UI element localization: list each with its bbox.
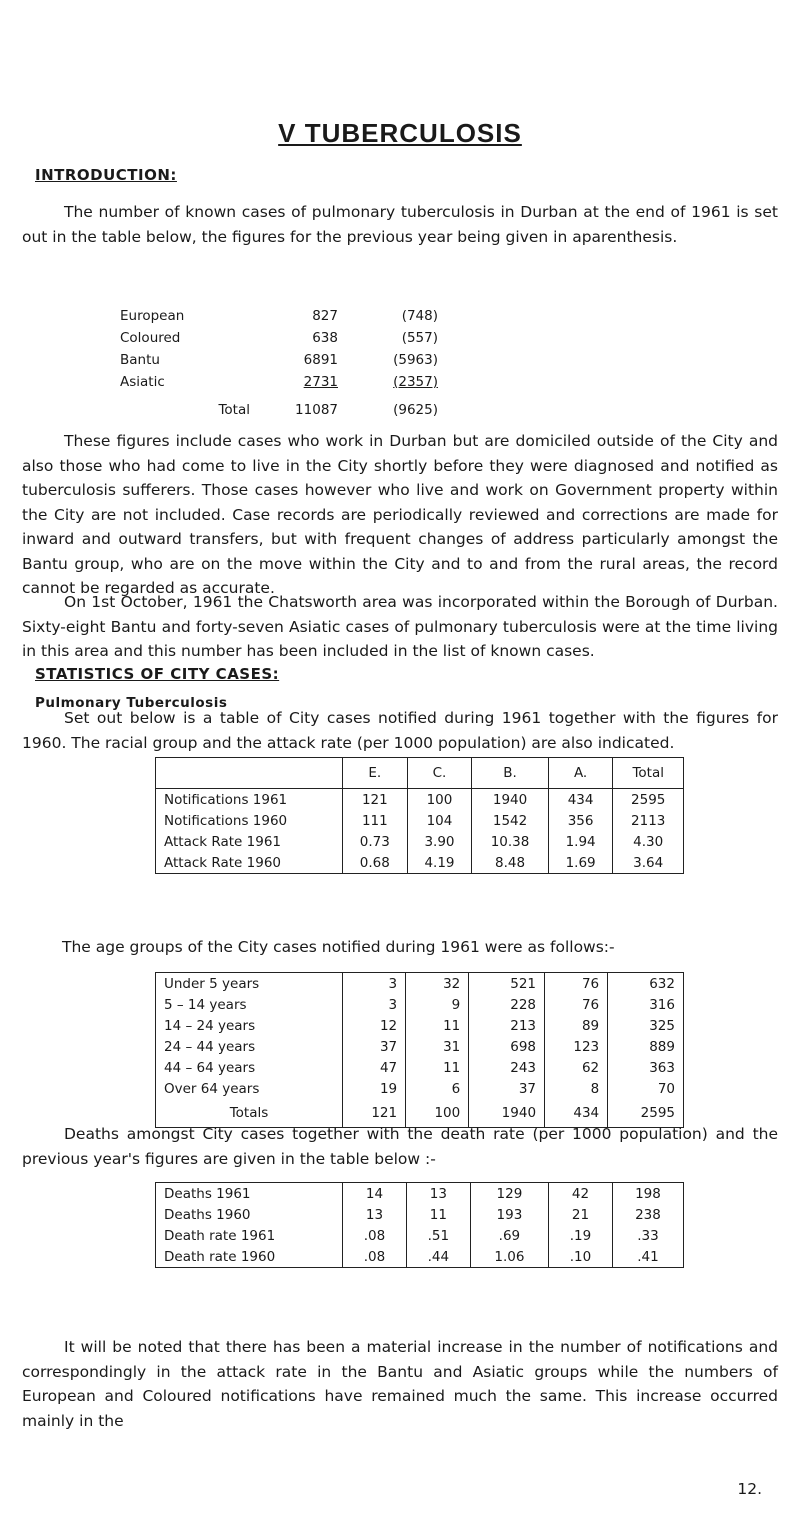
table-cell: 6 xyxy=(406,1078,469,1099)
table-cell: 193 xyxy=(470,1204,548,1225)
table-row xyxy=(120,371,438,393)
table-cell: 1.06 xyxy=(470,1246,548,1268)
table-cell: 100 xyxy=(406,1099,469,1128)
intro-paragraph-1: The number of known cases of pulmonary tuberculosis in Durban at the end of 1961 is set out in the table below, the figures for the previous year being given in aparenthesis. xyxy=(22,203,778,246)
statistics-heading: STATISTICS OF CITY CASES: xyxy=(35,665,280,683)
table-cell: 243 xyxy=(469,1057,545,1078)
table-row xyxy=(156,973,684,995)
table-cell: 11 xyxy=(406,1015,469,1036)
race-name: Bantu xyxy=(120,352,160,368)
column-header: A. xyxy=(548,758,613,789)
table-cell: 14 xyxy=(343,1183,407,1205)
table-cell: 889 xyxy=(649,1038,675,1055)
table-row xyxy=(156,1015,684,1036)
table-cell: 76 xyxy=(545,994,608,1015)
table-cell: .08 xyxy=(343,1225,407,1246)
table-cell: 70 xyxy=(657,1080,675,1097)
table-cell: 13 xyxy=(406,1183,470,1205)
table-row xyxy=(156,1204,684,1225)
table-cell: 3.64 xyxy=(633,854,664,871)
table-cell: 32 xyxy=(406,973,469,995)
table-cell: 89 xyxy=(545,1015,608,1036)
row-label: Attack Rate 1960 xyxy=(156,852,343,874)
table-cell: 2113 xyxy=(631,812,666,829)
table-cell: 3 xyxy=(343,973,406,995)
table-row xyxy=(156,810,684,831)
table-row xyxy=(120,349,438,371)
table-cell: 698 xyxy=(469,1036,545,1057)
table-cell: .19 xyxy=(549,1225,613,1246)
intro-paragraph-3: On 1st October, 1961 the Chatsworth area was incorporated within the Borough of Durban. Sixty-eight Bantu and forty-seven Asiatic cases of pulmonary tuberculosis were at the time living in this area and this number has been included in the list of known cases. xyxy=(22,593,778,660)
table-cell: .10 xyxy=(549,1246,613,1268)
table-cell: 434 xyxy=(545,1099,608,1128)
table-cell: 76 xyxy=(545,973,608,995)
table-cell: 11 xyxy=(406,1057,469,1078)
page-number: 12. xyxy=(737,1480,762,1498)
race-value: 827 xyxy=(312,308,338,324)
table-cell: 100 xyxy=(407,789,472,811)
table-cell: 356 xyxy=(548,810,613,831)
table-row xyxy=(156,1078,684,1099)
race-prev-value: (748) xyxy=(401,308,438,324)
table-cell: 37 xyxy=(469,1078,545,1099)
table-header-row xyxy=(156,758,684,789)
row-label: Death rate 1960 xyxy=(156,1246,343,1268)
table-cell: 19 xyxy=(343,1078,406,1099)
deaths-table xyxy=(155,1182,684,1268)
table-cell: 316 xyxy=(649,996,675,1013)
table-row xyxy=(156,1036,684,1057)
table-cell: 3.90 xyxy=(407,831,472,852)
table-cell: 198 xyxy=(635,1185,661,1202)
race-prev-value: (557) xyxy=(401,330,438,346)
race-value: 2731 xyxy=(303,374,338,390)
total-prev-value: (9625) xyxy=(393,402,438,418)
row-label: 24 – 44 years xyxy=(156,1036,343,1057)
row-label: Notifications 1960 xyxy=(156,810,343,831)
table-cell: 213 xyxy=(469,1015,545,1036)
race-value: 6891 xyxy=(303,352,338,368)
race-name: Coloured xyxy=(120,330,181,346)
table-cell: 31 xyxy=(406,1036,469,1057)
age-groups-table xyxy=(155,972,684,1128)
total-value: 11087 xyxy=(295,402,338,418)
table-row xyxy=(120,327,438,349)
table-cell: .69 xyxy=(470,1225,548,1246)
table-cell: 129 xyxy=(470,1183,548,1205)
table-cell: 62 xyxy=(545,1057,608,1078)
table-row xyxy=(120,305,438,327)
table-row xyxy=(156,1183,684,1205)
table-cell: 111 xyxy=(343,810,408,831)
row-label: 44 – 64 years xyxy=(156,1057,343,1078)
table-row xyxy=(156,852,684,874)
table-row xyxy=(156,1225,684,1246)
table-cell: .51 xyxy=(406,1225,470,1246)
total-label: Total xyxy=(218,402,250,418)
row-label: 14 – 24 years xyxy=(156,1015,343,1036)
table-cell: 228 xyxy=(469,994,545,1015)
table-cell: 0.73 xyxy=(343,831,408,852)
row-label: Attack Rate 1961 xyxy=(156,831,343,852)
table-cell: 12 xyxy=(343,1015,406,1036)
column-header: E. xyxy=(343,758,408,789)
table-cell: 363 xyxy=(649,1059,675,1076)
table-row xyxy=(156,1057,684,1078)
table-cell: 10.38 xyxy=(472,831,548,852)
table-cell: 4.30 xyxy=(633,833,664,850)
table-cell: 1940 xyxy=(472,789,548,811)
table-cell: 21 xyxy=(549,1204,613,1225)
closing-paragraph: It will be noted that there has been a material increase in the number of notifications and correspondingly in the attack rate in the Bantu and Asiatic groups while the numbers of European and Coloured notifications have remained much the same. This increase occurred mainly in the xyxy=(22,1338,778,1430)
page-title: V TUBERCULOSIS xyxy=(278,118,522,148)
row-label: Deaths 1961 xyxy=(156,1183,343,1205)
table-cell: .41 xyxy=(637,1248,659,1265)
table-cell: 121 xyxy=(343,789,408,811)
table-cell: 521 xyxy=(469,973,545,995)
table-cell: 434 xyxy=(548,789,613,811)
notifications-table xyxy=(155,757,684,874)
total-row xyxy=(120,393,438,421)
table-cell: 8.48 xyxy=(472,852,548,874)
known-cases-table xyxy=(120,305,438,421)
table-cell: 42 xyxy=(549,1183,613,1205)
table-cell: 632 xyxy=(649,975,675,992)
deaths-paragraph: Deaths amongst City cases together with the death rate (per 1000 population) and the previous year's figures are given in the table below :- xyxy=(22,1125,778,1168)
row-label: Totals xyxy=(156,1099,343,1128)
column-header: B. xyxy=(472,758,548,789)
table-cell: 9 xyxy=(406,994,469,1015)
table-row xyxy=(156,789,684,811)
table-cell: 37 xyxy=(343,1036,406,1057)
row-label: Under 5 years xyxy=(156,973,343,995)
table-cell: 325 xyxy=(649,1017,675,1034)
table-cell: 1542 xyxy=(472,810,548,831)
race-value: 638 xyxy=(312,330,338,346)
table-cell: 1.94 xyxy=(548,831,613,852)
row-label: Notifications 1961 xyxy=(156,789,343,811)
race-prev-value: (5963) xyxy=(393,352,438,368)
table-cell: 13 xyxy=(343,1204,407,1225)
table-cell: 8 xyxy=(545,1078,608,1099)
table-cell: 2595 xyxy=(631,791,666,808)
column-header: C. xyxy=(407,758,472,789)
introduction-heading: INTRODUCTION: xyxy=(35,166,177,184)
race-name: European xyxy=(120,308,185,324)
table-cell: 2595 xyxy=(640,1105,675,1121)
table-cell: 1.69 xyxy=(548,852,613,874)
table-cell: 1940 xyxy=(469,1099,545,1128)
table-cell: .44 xyxy=(406,1246,470,1268)
statistics-paragraph-1: Set out below is a table of City cases notified during 1961 together with the figures for 1960. The racial group and the attack rate (per 1000 population) are also indicated. xyxy=(22,709,778,752)
row-label: 5 – 14 years xyxy=(156,994,343,1015)
table-cell: .08 xyxy=(343,1246,407,1268)
age-groups-paragraph: The age groups of the City cases notified during 1961 were as follows:- xyxy=(62,938,615,956)
race-prev-value: (2357) xyxy=(393,374,438,390)
table-row xyxy=(156,994,684,1015)
table-cell: 4.19 xyxy=(407,852,472,874)
table-row xyxy=(156,831,684,852)
table-cell: 238 xyxy=(635,1206,661,1223)
column-header: Total xyxy=(613,758,684,789)
table-cell: 0.68 xyxy=(343,852,408,874)
row-label: Over 64 years xyxy=(156,1078,343,1099)
table-row xyxy=(156,1246,684,1268)
table-cell: 47 xyxy=(343,1057,406,1078)
intro-paragraph-2: These figures include cases who work in Durban but are domiciled outside of the City and also those who had come to live in the City shortly before they were diagnosed and notified as tuberculosis sufferers. Those cases however who live and work on Government property within the City are not included. Case records are periodically reviewed and corrections are made for inward and outward transfers, but with frequent changes of address particularly amongst the Bantu group, who are on the move within the City and to and from the rural areas, the record cannot be regarded as accurate. xyxy=(22,432,778,597)
table-cell: 3 xyxy=(343,994,406,1015)
table-cell: 123 xyxy=(545,1036,608,1057)
row-label: Death rate 1961 xyxy=(156,1225,343,1246)
statistics-subheading: Pulmonary Tuberculosis xyxy=(35,695,228,711)
table-cell: 104 xyxy=(407,810,472,831)
table-cell: 11 xyxy=(406,1204,470,1225)
table-cell: 121 xyxy=(343,1099,406,1128)
table-cell: .33 xyxy=(637,1227,659,1244)
race-name: Asiatic xyxy=(120,374,165,390)
row-label: Deaths 1960 xyxy=(156,1204,343,1225)
